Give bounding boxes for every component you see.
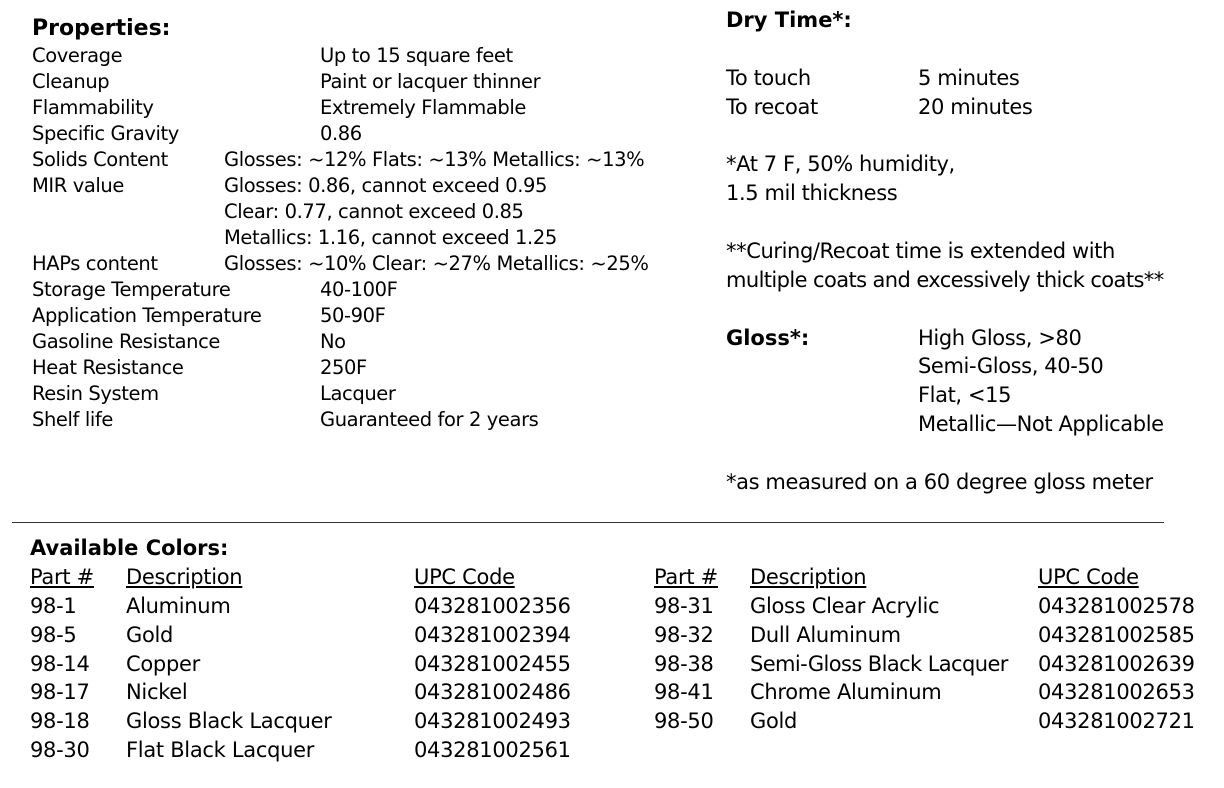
color-description: Copper xyxy=(126,652,200,676)
color-part: 98-41 xyxy=(654,680,714,704)
color-part: 98-14 xyxy=(30,652,90,676)
prop-label: Storage Temperature xyxy=(32,278,231,301)
color-part: 98-18 xyxy=(30,709,90,733)
prop-label: Gasoline Resistance xyxy=(32,330,221,353)
gloss-footnote: *as measured on a 60 degree gloss meter xyxy=(726,470,1153,494)
prop-label: Shelf life xyxy=(32,408,113,431)
prop-label: Application Temperature xyxy=(32,304,262,327)
color-upc: 043281002561 xyxy=(414,738,571,762)
curing-note: **Curing/Recoat time is extended with xyxy=(726,239,1115,263)
color-upc: 043281002394 xyxy=(414,623,571,647)
color-part: 98-32 xyxy=(654,623,714,647)
prop-label: MIR value xyxy=(32,174,124,197)
prop-value: Glosses: 0.86, cannot exceed 0.95 xyxy=(224,174,548,197)
color-description: Chrome Aluminum xyxy=(750,680,942,704)
color-description: Flat Black Lacquer xyxy=(126,738,315,762)
color-upc: 043281002493 xyxy=(414,709,571,733)
properties-title: Properties: xyxy=(32,16,171,41)
dry-time-value: 20 minutes xyxy=(918,95,1033,119)
prop-value: 0.86 xyxy=(320,122,362,145)
prop-value: Clear: 0.77, cannot exceed 0.85 xyxy=(224,200,524,223)
color-description: Gloss Clear Acrylic xyxy=(750,594,940,618)
color-upc: 043281002721 xyxy=(1038,709,1195,733)
gloss-value: Flat, <15 xyxy=(918,383,1012,407)
prop-label: Solids Content xyxy=(32,148,168,171)
prop-label: Specific Gravity xyxy=(32,122,179,145)
prop-label: Heat Resistance xyxy=(32,356,184,379)
prop-value: 250F xyxy=(320,356,367,379)
color-part: 98-50 xyxy=(654,709,714,733)
color-description: Gold xyxy=(750,709,798,733)
color-description: Aluminum xyxy=(126,594,231,618)
color-part: 98-31 xyxy=(654,594,714,618)
prop-label: Resin System xyxy=(32,382,159,405)
color-upc: 043281002653 xyxy=(1038,680,1195,704)
dry-time-label: To recoat xyxy=(726,95,818,119)
colors-header-upc: UPC Code xyxy=(414,565,515,589)
gloss-title: Gloss*: xyxy=(726,326,810,350)
color-description: Semi-Gloss Black Lacquer xyxy=(750,652,1008,676)
color-upc: 043281002639 xyxy=(1038,652,1195,676)
color-description: Nickel xyxy=(126,680,188,704)
prop-value: Up to 15 square feet xyxy=(320,44,513,67)
prop-value: Metallics: 1.16, cannot exceed 1.25 xyxy=(224,226,557,249)
colors-header-upc: UPC Code xyxy=(1038,565,1139,589)
prop-value: Lacquer xyxy=(320,382,396,405)
color-upc: 043281002356 xyxy=(414,594,571,618)
color-description: Gold xyxy=(126,623,174,647)
colors-header-description: Description xyxy=(750,565,867,589)
color-description: Dull Aluminum xyxy=(750,623,901,647)
curing-note: multiple coats and excessively thick coats** xyxy=(726,268,1164,292)
color-part: 98-38 xyxy=(654,652,714,676)
colors-header-part: Part # xyxy=(654,565,718,589)
color-part: 98-17 xyxy=(30,680,90,704)
color-upc: 043281002585 xyxy=(1038,623,1195,647)
color-description: Gloss Black Lacquer xyxy=(126,709,332,733)
prop-value: No xyxy=(320,330,346,353)
prop-value: Glosses: ~10% Clear: ~27% Metallics: ~25% xyxy=(224,252,649,275)
prop-label: Flammability xyxy=(32,96,154,119)
prop-label: Coverage xyxy=(32,44,123,67)
prop-value: 40-100F xyxy=(320,278,398,301)
dry-time-note: *At 7 F, 50% humidity, xyxy=(726,152,955,176)
section-divider xyxy=(12,522,1164,523)
prop-value: Extremely Flammable xyxy=(320,96,526,119)
color-upc: 043281002486 xyxy=(414,680,571,704)
dry-time-value: 5 minutes xyxy=(918,66,1020,90)
colors-title: Available Colors: xyxy=(30,536,229,560)
dry-time-title: Dry Time*: xyxy=(726,8,852,32)
color-part: 98-1 xyxy=(30,594,77,618)
gloss-value: Metallic—Not Applicable xyxy=(918,412,1164,436)
prop-label: Cleanup xyxy=(32,70,110,93)
color-part: 98-5 xyxy=(30,623,77,647)
dry-time-label: To touch xyxy=(726,66,811,90)
prop-value: Glosses: ~12% Flats: ~13% Metallics: ~13% xyxy=(224,148,645,171)
colors-header-part: Part # xyxy=(30,565,94,589)
prop-value: Guaranteed for 2 years xyxy=(320,408,539,431)
colors-header-description: Description xyxy=(126,565,243,589)
color-upc: 043281002578 xyxy=(1038,594,1195,618)
color-upc: 043281002455 xyxy=(414,652,571,676)
prop-value: 50-90F xyxy=(320,304,386,327)
color-part: 98-30 xyxy=(30,738,90,762)
prop-value: Paint or lacquer thinner xyxy=(320,70,541,93)
gloss-value: High Gloss, >80 xyxy=(918,326,1082,350)
dry-time-note: 1.5 mil thickness xyxy=(726,181,898,205)
prop-label: HAPs content xyxy=(32,252,158,275)
gloss-value: Semi-Gloss, 40-50 xyxy=(918,354,1104,378)
